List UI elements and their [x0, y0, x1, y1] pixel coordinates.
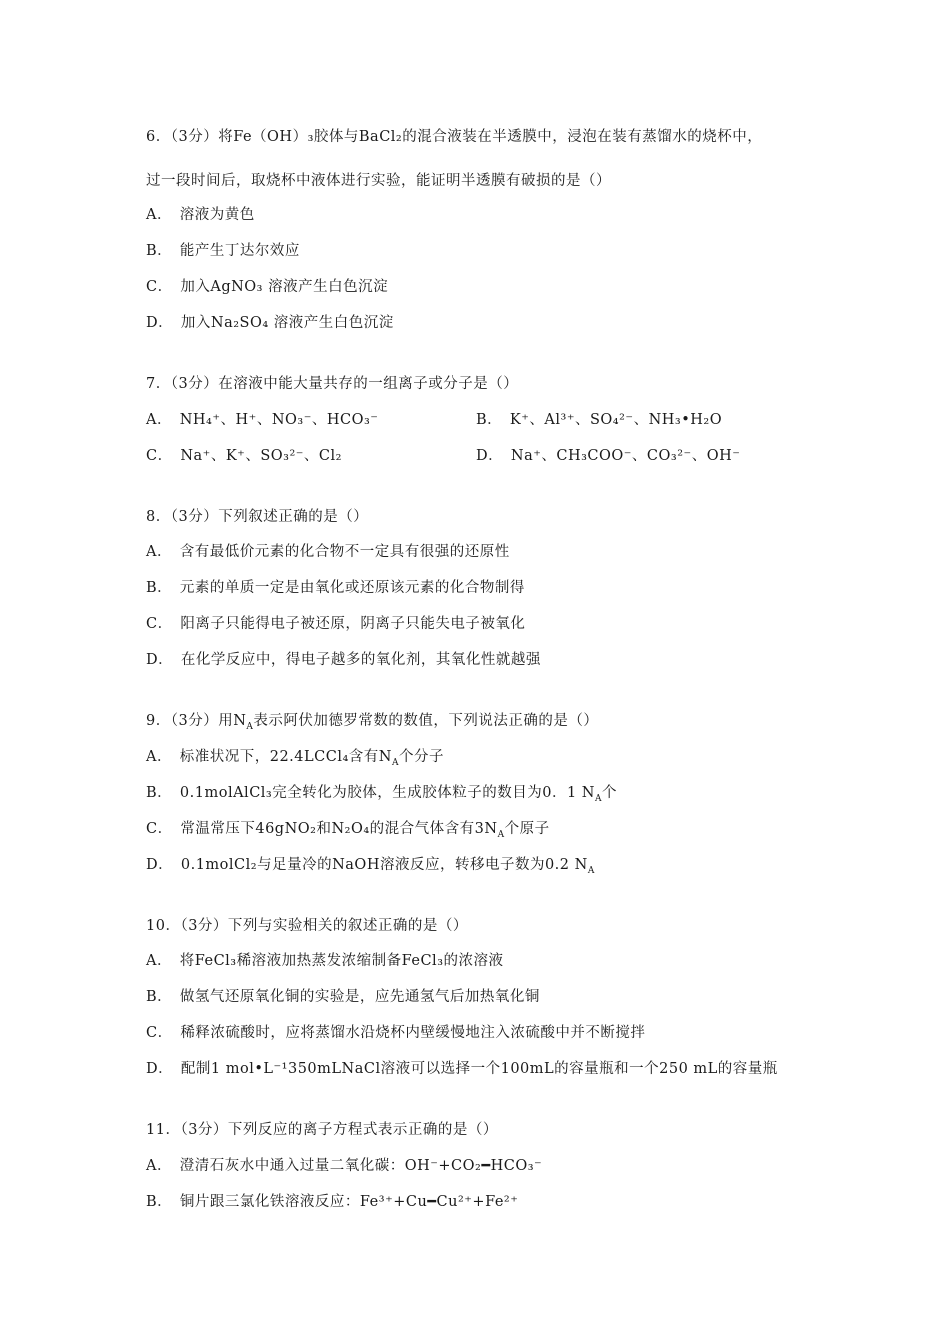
q8-option-a: A． 含有最低价元素的化合物不一定具有很强的还原性	[146, 544, 510, 560]
q6-option-a: A． 溶液为黄色	[146, 207, 255, 223]
q7-stem: 7．（3分）在溶液中能大量共存的一组离子或分子是（）	[146, 376, 519, 392]
q7-option-a: A． NH₄⁺、H⁺、NO₃⁻、HCO₃⁻	[146, 412, 379, 428]
q9-option-a: A． 标准状况下，22.4LCCl₄含有$N_A$个分子	[146, 749, 444, 768]
q8-option-c: C． 阳离子只能得电子被还原，阴离子只能失电子被氧化	[146, 616, 526, 632]
q10-option-c: C． 稀释浓硫酸时，应将蒸馏水沿烧杯内壁缓慢地注入浓硫酸中并不断搅拌	[146, 1025, 646, 1041]
q11-option-b: B． 铜片跟三氯化铁溶液反应：Fe³⁺+Cu━Cu²⁺+Fe²⁺	[146, 1194, 519, 1210]
q8-option-b: B． 元素的单质一定是由氧化或还原该元素的化合物制得	[146, 580, 525, 596]
q10-option-a: A． 将FeCl₃稀溶液加热蒸发浓缩制备FeCl₃的浓溶液	[146, 953, 504, 969]
q9-option-b: B． 0.1molAlCl₃完全转化为胶体，生成胶体粒子的数目为0．1 $N_A$个	[146, 785, 617, 804]
q6-option-d: D． 加入Na₂SO₄ 溶液产生白色沉淀	[146, 315, 394, 331]
q8-stem: 8．（3分）下列叙述正确的是（）	[146, 509, 369, 525]
q10-stem: 10．（3分）下列与实验相关的叙述正确的是（）	[146, 918, 468, 934]
q7-option-d: D． Na⁺、CH₃COO⁻、CO₃²⁻、OH⁻	[476, 448, 741, 464]
q9-option-d: D． 0.1molCl₂与足量冷的NaOH溶液反应，转移电子数为0.2 $N_A$	[146, 857, 595, 876]
q6-stem-line1: 6．（3分）将Fe（OH）₃胶体与BaCl₂的混合液装在半透膜中，浸泡在装有蒸馏水的烧杯中，	[146, 129, 763, 145]
q8-option-d: D． 在化学反应中，得电子越多的氧化剂，其氧化性就越强	[146, 652, 541, 668]
q7-option-b: B． K⁺、Al³⁺、SO₄²⁻、NH₃•H₂O	[476, 412, 723, 428]
q6-option-c: C． 加入AgNO₃ 溶液产生白色沉淀	[146, 279, 389, 295]
q6-stem-line2: 过一段时间后，取烧杯中液体进行实验，能证明半透膜有破损的是（）	[146, 173, 611, 189]
q6-option-b: B． 能产生丁达尔效应	[146, 243, 300, 259]
q11-option-a: A． 澄清石灰水中通入过量二氧化碳：OH⁻+CO₂━HCO₃⁻	[146, 1158, 543, 1174]
q9-option-c: C． 常温常压下46gNO₂和N₂O₄的混合气体含有$3N_A$个原子	[146, 821, 550, 840]
q7-option-c: C． Na⁺、K⁺、SO₃²⁻、Cl₂	[146, 448, 342, 464]
q9-stem: 9．（3分）用$N_A$表示阿伏加德罗常数的数值，下列说法正确的是（）	[146, 713, 599, 732]
q10-option-b: B． 做氢气还原氧化铜的实验是，应先通氢气后加热氧化铜	[146, 989, 540, 1005]
q10-option-d: D． 配制1 mol•L⁻¹350mLNaCl溶液可以选择一个100mL的容量瓶和一个250 mL的容量瓶	[146, 1061, 778, 1077]
q11-stem: 11．（3分）下列反应的离子方程式表示正确的是（）	[146, 1122, 498, 1138]
